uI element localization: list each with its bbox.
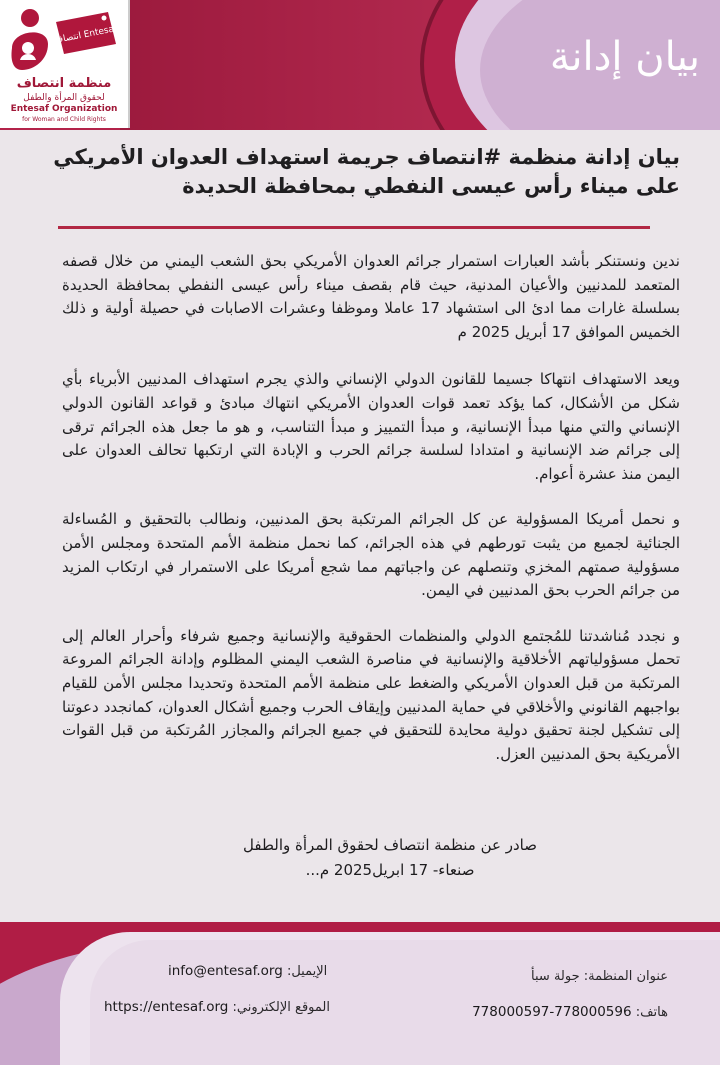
logo-org-name-en: Entesaf Organization	[10, 104, 118, 114]
organization-logo	[0, 0, 130, 128]
footer-email	[168, 963, 327, 979]
signature-issuer: صادر عن منظمة انتصاف لحقوق المرأة والطفل	[243, 836, 537, 854]
signature-date: صنعاء- 17 ابريل2025 م...	[305, 861, 475, 879]
logo-org-sub-en: for Woman and Child Rights	[22, 116, 106, 123]
logo-emblem-icon	[4, 4, 124, 76]
paragraph-appeal: و نجدد مُناشدتنا للمُجتمع الدولي والمنظمات الحقوقية والإنسانية وجميع شرفاء وأحرار العالم إلى تحمل مسؤولياتهم الأخلاقية والإنسانية في مناصرة الشعب اليمني المظلوم وإدانة الجرائم المروعة المرتكبة من قبل العدوان الأمريكي والضغط على منظمة الأمم المتحدة وتحديدا مجلس الأمن للقيام بواجبهم القانوني والأخلاقي في حماية المدنيين وإيقاف الحرب وجميع أشكال العدوان، كمانجدد دعوتنا إلى تشكيل لجنة تحقيق دولية محايدة للتحقيق في جميع الجرائم والمجازر المُرتكبة من قبل القوات الأمريكية بحق المدنيين العزل.	[62, 626, 680, 763]
address-value: جولة سبأ	[531, 969, 580, 984]
footer-phone	[472, 1004, 668, 1020]
website-label: الموقع الإلكتروني:	[232, 1000, 330, 1015]
statement-body	[62, 250, 680, 788]
signature-block	[60, 833, 720, 883]
header-title: بيان إدانة	[549, 34, 700, 80]
website-value[interactable]: https://entesaf.org	[104, 999, 229, 1015]
footer-banner	[0, 922, 720, 1065]
paragraph-condemnation: ندين ونستنكر بأشد العبارات استمرار جرائم العدوان الأمريكي بحق الشعب اليمني من خلال قصفه المتعمد للمدنيين والأعيان المدنية، حيث قام بقصف ميناء رأس عيسى النفطي بمحافظة الحديدة بسلسلة غارات مما ادئ الى استشهاد 17 عاملا وموظفا وعشرات الاصابات في حصيلة أولية و ذلك الخميس الموافق 17 أبريل 2025 م	[62, 252, 680, 341]
footer-address	[531, 969, 668, 984]
logo-org-name-ar: منظمة انتصاف	[16, 76, 112, 91]
footer-website	[104, 999, 330, 1015]
header-banner	[0, 0, 720, 130]
email-value[interactable]: info@entesaf.org	[168, 963, 283, 979]
phone-label: هاتف:	[635, 1005, 668, 1020]
title-divider	[58, 226, 650, 229]
paragraph-violation: ويعد الاستهداف انتهاكا جسيما للقانون الدولي الإنساني والذي يجرم استهداف المدنيين الأبرياء بأي شكل من الأشكال، كما يؤكد تعمد قوات العدوان الأمريكي انتهاك مبادئ و قواعد القانون الدولي الإنساني والتي منها مبدأ الإنسانية، و مبدأ التمييز و مبدأ التناسب، و هو ما جعل هذه الجرائم ترقى إلى جرائم ضد الإنسانية و امتدادا لسلسة جرائم الحرب و الإبادة التي ارتكبها تحالف العدوان على اليمن منذ عشرة أعوام.	[62, 370, 680, 483]
address-label: عنوان المنظمة:	[583, 969, 668, 984]
phone-value: 778000597-778000596	[472, 1004, 632, 1020]
document-title: بيان إدانة منظمة #انتصاف جريمة استهداف العدوان الأمريكي على ميناء رأس عيسى النفطي بمحافظة الحديدة	[53, 145, 680, 198]
logo-org-sub-ar: لحقوق المرأة والطفل	[23, 93, 105, 103]
logo-mark-text: انتصاف Entesaf	[53, 23, 119, 47]
email-label: الإيميل:	[286, 964, 328, 979]
paragraph-responsibility: و نحمل أمريكا المسؤولية عن كل الجرائم المرتكبة بحق المدنيين، ونطالب بالتحقيق و المُساءلة الجنائية لجميع من يثبت تورطهم في هذه الجرائم، كما نحمل منظمة الأمم المتحدة ومجلس الأمن مسؤولية صمتهم المخزي وتنصلهم عن واجباتهم مما شجع أمريكا على الاستمرار في ارتكاب المزيد من جرائم الحرب بحق المدنيين في اليمن.	[62, 510, 680, 600]
